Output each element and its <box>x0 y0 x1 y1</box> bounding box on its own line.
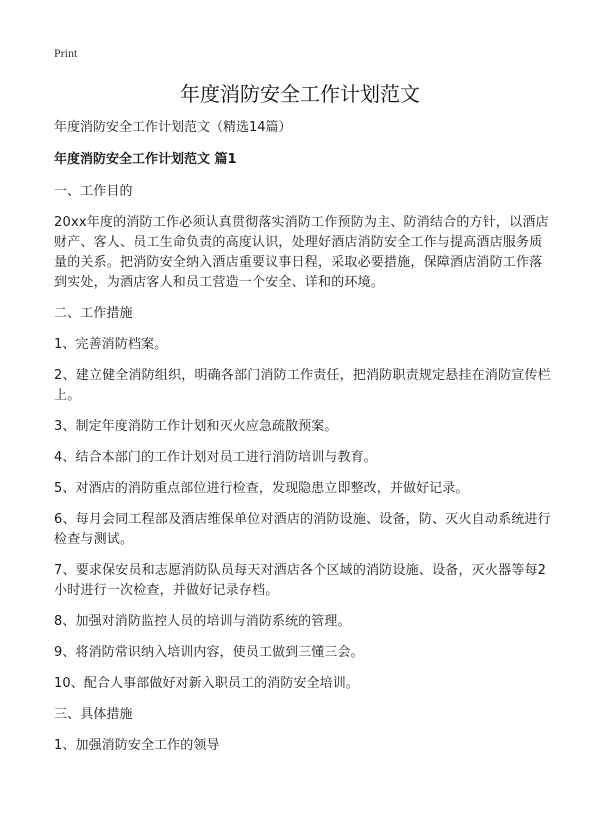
document-subtitle: 年度消防安全工作计划范文（精选14篇） <box>54 120 292 135</box>
document-title: 年度消防安全工作计划范文 <box>180 82 420 106</box>
print-link[interactable]: Print <box>54 46 78 60</box>
list-item: 10、配合人事部做好对新入职员工的消防安全培训。 <box>54 676 359 691</box>
list-item: 8、加强对消防监控人员的培训与消防系统的管理。 <box>54 614 351 629</box>
list-item: 9、将消防常识纳入培训内容，使员工做到三懂三会。 <box>54 645 364 660</box>
list-item: 6、每月会同工程部及酒店维保单位对酒店的消防设施、设备，防、灭火自动系统进行检查与测试。 <box>54 512 551 547</box>
list-item: 1、完善消防档案。 <box>54 337 168 352</box>
list-item: 1、加强消防安全工作的领导 <box>54 738 220 753</box>
list-item: 4、结合本部门的工作计划对员工进行消防培训与教育。 <box>54 450 377 465</box>
list-item: 7、要求保安员和志愿消防队员每天对酒店各个区域的消防设施、设备，灭火器等每2小时进行一次检查，并做好记录存档。 <box>54 563 547 598</box>
list-item: 2、建立健全消防组织，明确各部门消防工作责任，把消防职责规定悬挂在消防宣传栏上。 <box>54 368 551 403</box>
list-item: 5、对酒店的消防重点部位进行检查，发现隐患立即整改，并做好记录。 <box>54 481 469 496</box>
document-body <box>54 118 554 767</box>
section-heading: 年度消防安全工作计划范文 篇1 <box>54 152 237 167</box>
paragraph-purpose-body: 20xx年度的消防工作必须认真贯彻落实消防工作预防为主、防消结合的方针，以酒店财产、客人、员工生命负责的高度认识，处理好酒店消防安全工作与提高酒店服务质量的关系。把消防安全纳入酒店重要议事日程，采取必要措施，保障酒店消防工作落到实处，为酒店客人和员工营造一个安全、详和的环境。 <box>54 215 549 290</box>
paragraph-specific-heading: 三、具体措施 <box>54 707 133 722</box>
paragraph-purpose-heading: 一、工作目的 <box>54 184 133 199</box>
paragraph-measures-heading: 二、工作措施 <box>54 306 133 321</box>
list-item: 3、制定年度消防工作计划和灭火应急疏散预案。 <box>54 419 338 434</box>
